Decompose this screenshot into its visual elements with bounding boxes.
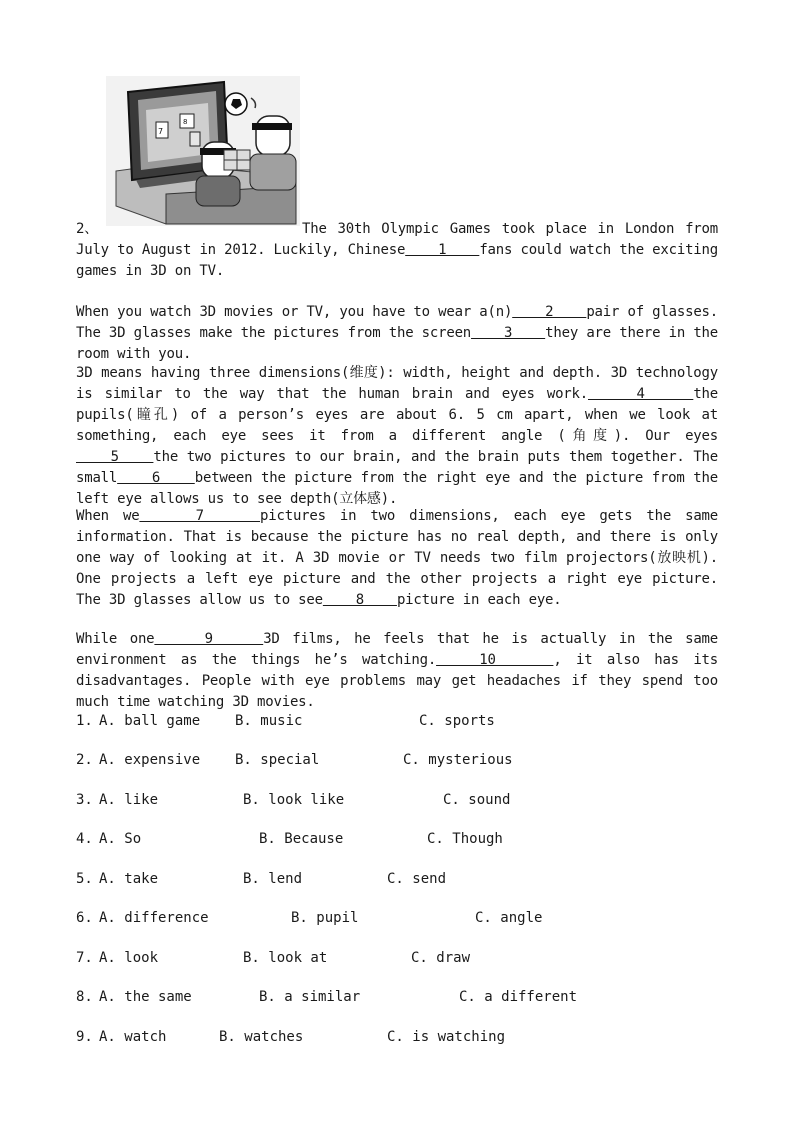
3d-tv-illustration <box>106 76 300 226</box>
option-b[interactable]: B. music <box>235 713 303 729</box>
option-a[interactable]: A. take <box>99 871 159 887</box>
option-row-3 <box>76 790 736 810</box>
option-row-5 <box>76 869 736 889</box>
blank-7: 7 <box>139 508 261 524</box>
option-number: 1. <box>76 713 93 729</box>
blank-2: 2 <box>512 304 587 320</box>
paragraph-2-text-a: When you watch 3D movies or TV, you have to wear a(n) <box>76 304 513 320</box>
blank-4: 4 <box>588 386 694 402</box>
paragraph-5-text-a: While one <box>76 631 155 647</box>
paragraph-5-text-c: , it also has its disadvantages. People with eye problems may get headaches if they spend too much time watching 3D movies. <box>76 652 719 710</box>
blank-8: 8 <box>322 592 397 608</box>
passage-paragraph-2 <box>76 302 718 365</box>
option-c[interactable]: C. is watching <box>387 1029 506 1045</box>
option-row-4 <box>76 829 736 849</box>
option-a[interactable]: A. look <box>99 950 159 966</box>
paragraph-3-text-c: the two pictures to our brain, and the brain puts them together. The small <box>76 449 718 486</box>
option-row-6 <box>76 908 736 928</box>
option-c[interactable]: C. Though <box>427 831 503 847</box>
option-a[interactable]: A. like <box>99 792 159 808</box>
paragraph-3-text-a: 3D means having three dimensions(维度): width, height and depth. 3D technology is similar to the way that the human brain and eyes work. <box>76 365 718 402</box>
option-number: 9. <box>76 1029 93 1045</box>
option-b[interactable]: B. Because <box>259 831 344 847</box>
question-number: 2、 <box>76 221 99 237</box>
blank-10: 10 <box>436 652 554 668</box>
option-number: 6. <box>76 910 93 926</box>
option-c[interactable]: C. mysterious <box>403 752 513 768</box>
svg-text:8: 8 <box>183 118 188 126</box>
blank-1: 1 <box>405 242 480 258</box>
paragraph-3-text-b: the pupils(瞳孔) of a person’s eyes are about 6. 5 cm apart, when we look at something, each eye sees it from a different angle (角度). Our eyes <box>76 386 718 444</box>
option-number: 5. <box>76 871 93 887</box>
option-number: 8. <box>76 989 93 1005</box>
paragraph-4-text-b: pictures in two dimensions, each eye gets the same information. That is because the picture has no real depth, and there is only one way of looking at it. A 3D movie or TV needs two film projectors(放映机). One projects a left eye picture and the other projects a right eye picture. The 3D glasses allow us to see <box>76 508 719 608</box>
option-a[interactable]: A. So <box>99 831 142 847</box>
option-b[interactable]: B. a similar <box>259 989 361 1005</box>
paragraph-3-text-d: between the picture from the right eye and the picture from the left eye allows us to see depth(立体感). <box>76 470 718 507</box>
paragraph-2-text-b: pair of glasses. The 3D glasses make the pictures from the screen <box>76 304 719 341</box>
option-row-1 <box>76 711 736 731</box>
option-b[interactable]: B. look at <box>243 950 328 966</box>
option-a[interactable]: A. watch <box>99 1029 167 1045</box>
option-b[interactable]: B. pupil <box>291 910 359 926</box>
option-b[interactable]: B. lend <box>243 871 303 887</box>
option-number: 3. <box>76 792 93 808</box>
option-row-2 <box>76 750 736 770</box>
option-b[interactable]: B. special <box>235 752 320 768</box>
paragraph-4-text-a: When we <box>76 508 140 524</box>
option-a[interactable]: A. expensive <box>99 752 201 768</box>
option-row-9 <box>76 1027 736 1047</box>
blank-3: 3 <box>471 325 546 341</box>
option-a[interactable]: A. ball game <box>99 713 201 729</box>
passage-paragraph-4 <box>76 506 718 611</box>
blank-9: 9 <box>154 631 264 647</box>
svg-text:7: 7 <box>158 127 164 136</box>
option-number: 2. <box>76 752 93 768</box>
blank-6: 6 <box>117 470 195 486</box>
paragraph-4-text-c: picture in each eye. <box>396 592 562 608</box>
option-c[interactable]: C. sports <box>419 713 495 729</box>
paragraph-2-text-c: they are there in the room with you. <box>76 325 719 362</box>
option-a[interactable]: A. difference <box>99 910 209 926</box>
option-c[interactable]: C. a different <box>459 989 578 1005</box>
option-row-8 <box>76 987 736 1007</box>
blank-5: 5 <box>76 449 154 465</box>
option-c[interactable]: C. send <box>387 871 447 887</box>
option-c[interactable]: C. draw <box>411 950 471 966</box>
option-c[interactable]: C. sound <box>443 792 511 808</box>
option-a[interactable]: A. the same <box>99 989 192 1005</box>
option-number: 7. <box>76 950 93 966</box>
option-b[interactable]: B. look like <box>243 792 345 808</box>
passage-paragraph-3 <box>76 363 718 510</box>
option-row-7 <box>76 948 736 968</box>
paragraph-1-tail: fans could watch the exciting games in 3D on TV. <box>76 242 718 279</box>
option-c[interactable]: C. angle <box>475 910 543 926</box>
paragraph-1-lead: The 30th Olympic Games took place in London from July to August in 2012. Luckily, Chinese <box>76 221 718 258</box>
option-number: 4. <box>76 831 93 847</box>
paragraph-5-text-b: 3D films, he feels that he is actually in the same environment as the things he’s watching. <box>76 631 719 668</box>
passage-paragraph-5 <box>76 629 718 713</box>
passage-paragraph-1 <box>76 219 718 282</box>
option-b[interactable]: B. watches <box>219 1029 304 1045</box>
